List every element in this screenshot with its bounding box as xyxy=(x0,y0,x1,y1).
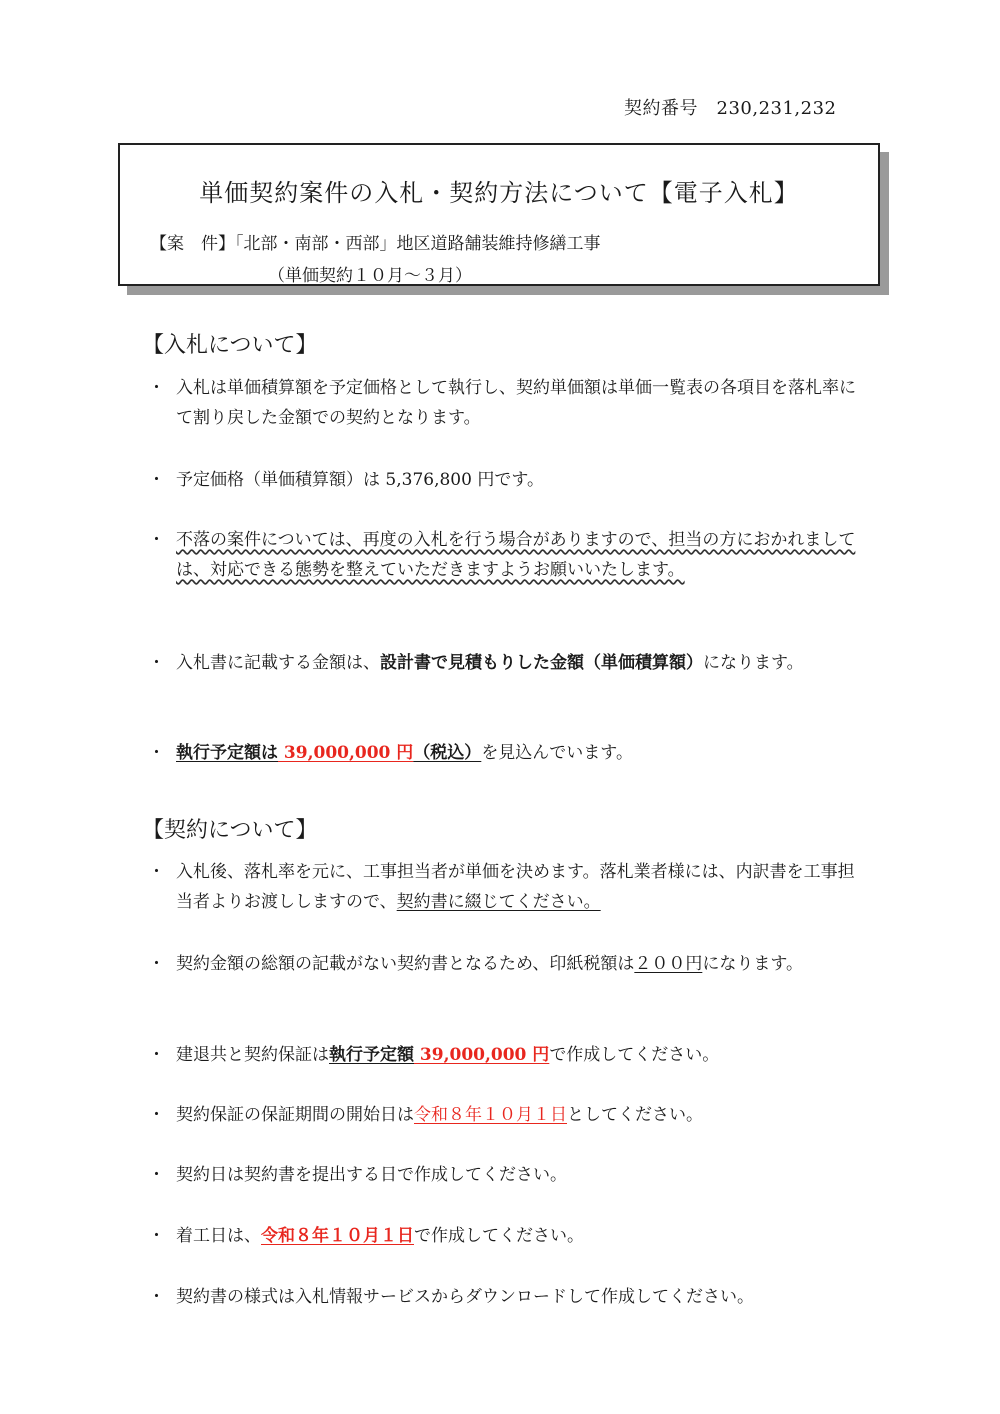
bidding-item-4 xyxy=(148,648,868,678)
bullet: ・ xyxy=(148,862,165,882)
contract-item-5 xyxy=(148,1160,868,1190)
contract-item-3-text-a: 建退共と契約保証は xyxy=(176,1045,329,1065)
contract-item-6 xyxy=(148,1221,868,1251)
bidding-item-1 xyxy=(148,373,868,433)
contract-item-3-text-d: で作成してください。 xyxy=(549,1045,720,1065)
bullet: ・ xyxy=(148,470,165,490)
bidding-item-3 xyxy=(148,525,868,585)
bullet: ・ xyxy=(148,1226,165,1246)
contract-number xyxy=(624,94,837,120)
bidding-item-5 xyxy=(148,738,868,768)
contract-number-label: 契約番号 xyxy=(624,98,698,119)
bidding-item-5-text-a: 執行予定額は xyxy=(176,743,278,763)
contract-item-2-text-c: になります。 xyxy=(702,954,803,974)
bullet: ・ xyxy=(148,653,165,673)
contract-item-7 xyxy=(148,1282,868,1312)
bullet: ・ xyxy=(148,1287,165,1307)
bullet: ・ xyxy=(148,1105,165,1125)
contract-item-2-text-a: 契約金額の総額の記載がない契約書となるため、印紙税額は xyxy=(176,954,635,974)
contract-item-6-text-a: 着工日は、 xyxy=(176,1226,261,1246)
contract-item-6-date: 令和８年１０月１日 xyxy=(261,1226,414,1246)
bullet: ・ xyxy=(148,378,165,398)
bidding-item-5-amount: 39,000,000 円 xyxy=(278,743,414,763)
contract-item-4-text-c: としてください。 xyxy=(567,1105,703,1125)
bidding-item-4-text-a: 入札書に記載する金額は、 xyxy=(176,653,380,673)
bullet: ・ xyxy=(148,743,165,763)
bidding-item-5-text-d: を見込んでいます。 xyxy=(481,743,633,763)
case-name: 「北部・南部・西部」地区道路舗装維持修繕工事 xyxy=(235,234,601,254)
bidding-item-5-tax: （税込） xyxy=(413,743,482,763)
bidding-item-2 xyxy=(148,465,868,495)
contract-item-1 xyxy=(148,857,868,917)
contract-item-4-text-a: 契約保証の保証期間の開始日は xyxy=(176,1105,414,1125)
contract-item-3 xyxy=(148,1040,868,1070)
contract-heading: 【契約について】 xyxy=(142,818,318,843)
contract-item-3-text-b: 執行予定額 xyxy=(329,1045,414,1065)
bidding-item-2-text: 予定価格（単価積算額）は 5,376,800 円です。 xyxy=(176,470,544,490)
bidding-item-4-text-c: になります。 xyxy=(703,653,804,673)
case-subtitle: （単価契約１０月～３月） xyxy=(268,266,472,286)
contract-item-2 xyxy=(148,949,868,979)
contract-item-7-text: 契約書の様式は入札情報サービスからダウンロードして作成してください。 xyxy=(176,1287,754,1307)
contract-item-1-text-a: 入札後、落札率を元に、工事担当者が単価を決めます。落札業者様には、内訳書を工事担当者よりお渡ししますので、 xyxy=(176,862,855,912)
contract-number-value: 230,231,232 xyxy=(716,98,837,119)
bullet: ・ xyxy=(148,954,165,974)
contract-item-3-amount: 39,000,000 円 xyxy=(414,1045,550,1065)
case-label: 【案 件】 xyxy=(150,234,235,254)
bullet: ・ xyxy=(148,530,165,550)
contract-item-5-text: 契約日は契約書を提出する日で作成してください。 xyxy=(176,1165,567,1185)
contract-item-2-amount: ２００円 xyxy=(634,954,703,974)
case-line xyxy=(150,229,601,254)
contract-item-6-text-c: で作成してください。 xyxy=(414,1226,584,1246)
bullet: ・ xyxy=(148,1045,165,1065)
bidding-item-3-text: 不落の案件については、再度の入札を行う場合がありますので、担当の方におかれましては、対応できる態勢を整えていただきますようお願いいたします。 xyxy=(176,530,856,580)
bullet: ・ xyxy=(148,1165,165,1185)
bidding-heading: 【入札について】 xyxy=(142,333,318,358)
title-box xyxy=(118,143,880,286)
page-title: 単価契約案件の入札・契約方法について【電子入札】 xyxy=(199,179,799,207)
contract-item-4-date: 令和８年１０月１日 xyxy=(414,1105,567,1125)
bidding-item-4-text-b: 設計書で見積もりした金額（単価積算額） xyxy=(380,653,703,673)
contract-item-4 xyxy=(148,1100,868,1130)
contract-item-1-text-b: 契約書に綴じてください。 xyxy=(396,892,601,912)
bidding-item-1-text: 入札は単価積算額を予定価格として執行し、契約単価額は単価一覧表の各項目を落札率にて割り戻した金額での契約となります。 xyxy=(176,378,856,428)
